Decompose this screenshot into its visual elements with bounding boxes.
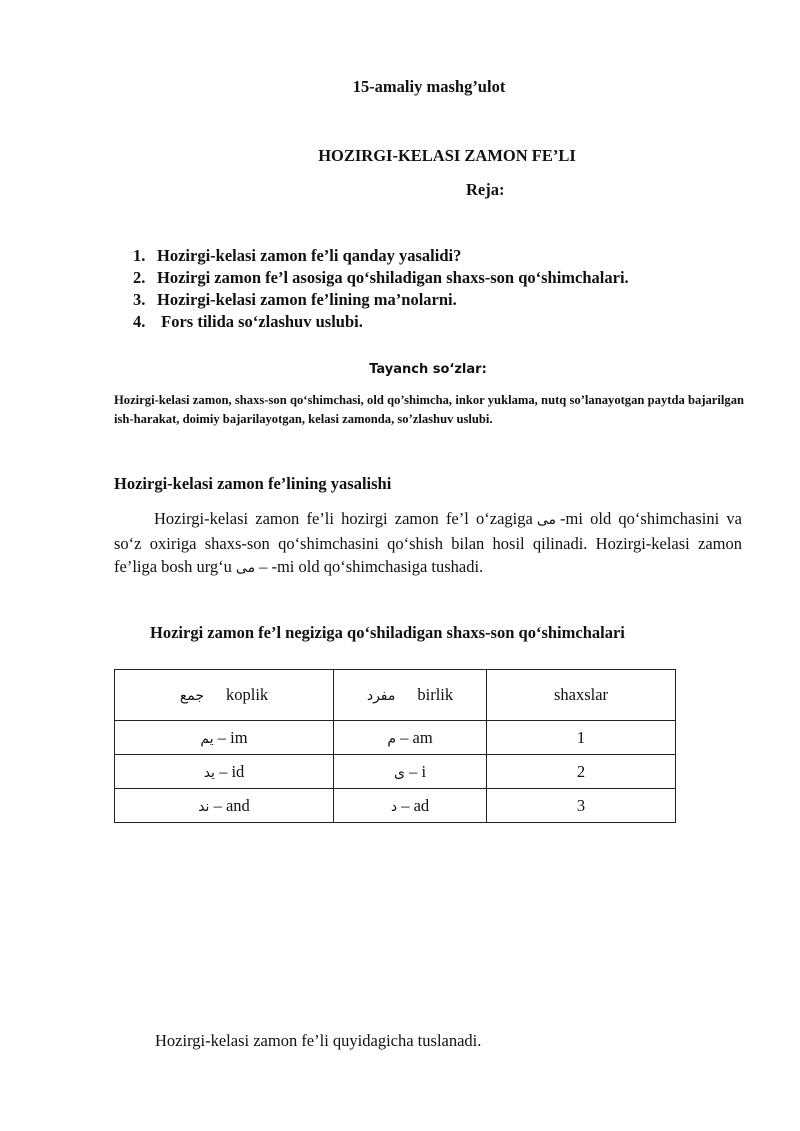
header-cell-persons: [487, 670, 676, 721]
suffix-text: – id: [219, 761, 245, 781]
plan-item-text: Hozirgi-kelasi zamon fe’lining ma’nolarni.: [157, 290, 457, 309]
header-cell-singular: [334, 670, 487, 721]
person-cell: 3: [487, 789, 676, 823]
arabic-prefix: می: [235, 560, 256, 576]
suffix-text: – ad: [401, 795, 430, 815]
plan-list: [133, 245, 629, 333]
plan-item: [133, 245, 629, 267]
section-paragraph: [114, 507, 742, 580]
suffix-table: [114, 669, 676, 823]
header-label: birlik: [417, 685, 454, 704]
paragraph-text: – -mi old qo‘shimchasiga tushadi.: [259, 557, 484, 576]
arabic-suffix: د: [390, 798, 398, 815]
table-row: [115, 721, 676, 755]
footer-text: Hozirgi-kelasi zamon fe’li quyidagicha tuslanadi.: [155, 1031, 482, 1050]
table-row: [115, 789, 676, 823]
keywords-title: Tayanch so‘zlar:: [369, 362, 487, 377]
plan-item-number: 3.: [133, 290, 146, 309]
plan-label: Reja:: [466, 180, 505, 199]
arabic-suffix: ند: [198, 798, 210, 815]
singular-suffix-cell: [334, 721, 487, 755]
plan-item-number: 4.: [133, 312, 146, 331]
section-title: Hozirgi-kelasi zamon fe’lining yasalishi: [114, 474, 392, 493]
plan-item: [133, 267, 629, 289]
suffix-text: – am: [400, 727, 433, 747]
plan-item-text: Fors tilida so‘zlashuv uslubi.: [157, 312, 363, 331]
arabic-suffix: ید: [203, 764, 215, 781]
singular-suffix-cell: [334, 755, 487, 789]
suffix-text: – i: [409, 761, 427, 781]
plan-item-text: Hozirgi-kelasi zamon fe’li qanday yasalidi?: [157, 246, 462, 265]
plan-item-number: 1.: [133, 246, 146, 265]
suffix-text: – and: [213, 795, 250, 815]
arabic-label: مفرد: [366, 688, 396, 704]
topic-title: HOZIRGI-KELASI ZAMON FE’LI: [318, 146, 576, 165]
arabic-suffix: م: [387, 730, 396, 747]
plan-item-number: 2.: [133, 268, 146, 287]
plan-item-text: Hozirgi zamon fe’l asosiga qo‘shiladigan shaxs-son qo‘shimchalari.: [157, 268, 629, 287]
header-label: shaxslar: [553, 685, 609, 704]
lesson-title: 15-amaliy mashg’ulot: [352, 77, 506, 96]
table-row: [115, 755, 676, 789]
plan-item: [133, 289, 629, 311]
header-label: koplik: [226, 685, 269, 704]
person-cell: 1: [487, 721, 676, 755]
plural-suffix-cell: [115, 755, 334, 789]
header-cell-plural: [115, 670, 334, 721]
arabic-prefix: می: [536, 512, 557, 528]
arabic-suffix: ی: [393, 764, 405, 781]
keywords-text: Hozirgi-kelasi zamon, shaxs-son qo‘shimchasi, old qo’shimcha, inkor yuklama, nutq so’lanayotgan paytda bajarilgan ish-harakat, doimiy bajarilayotgan, kelasi zamonda, so’zlashuv uslubi.: [114, 393, 744, 426]
arabic-suffix: یم: [200, 730, 214, 747]
plural-suffix-cell: [115, 789, 334, 823]
suffix-text: – im: [217, 727, 248, 747]
table-title: Hozirgi zamon fe’l negiziga qo‘shiladigan shaxs-son qo‘shimchalari: [150, 623, 625, 642]
singular-suffix-cell: [334, 789, 487, 823]
paragraph-text: Hozirgi-kelasi zamon fe’li hozirgi zamon fe’l o‘zagiga: [154, 509, 533, 528]
person-cell: 2: [487, 755, 676, 789]
plural-suffix-cell: [115, 721, 334, 755]
arabic-label: جمع: [179, 688, 205, 704]
plan-item: [133, 311, 629, 333]
table-header-row: [115, 670, 676, 721]
paragraph-text: -mi old qo‘shimchasini va so‘z oxiriga shaxs-son qo‘shimchasini qo‘shish bilan hosil qilinadi. Hozirgi-kelasi zamon fe’liga bosh urg‘u: [114, 509, 742, 576]
